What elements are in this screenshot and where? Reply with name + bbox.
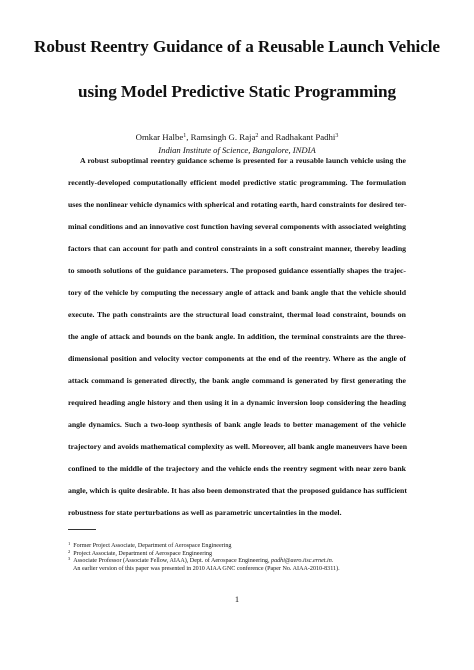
author-mark: 3 xyxy=(335,133,339,139)
abstract-line: confined to the middle of the trajectory and the vehicle ends the reentry segment with near zero bank xyxy=(68,464,406,473)
author-name: Radhakant Padhi xyxy=(275,132,336,142)
author-separator: , xyxy=(186,132,191,142)
footnote-mark: 3 xyxy=(68,556,71,562)
author-and: and xyxy=(258,132,276,142)
abstract-line: minal conditions and an innovative cost function having several components with associated weighting xyxy=(68,222,406,231)
abstract-line: execute. The path constraints are the structural load constraint, thermal load constraint, bounds on xyxy=(68,310,406,319)
footnote-text: Project Associate, Department of Aerospace Engineering xyxy=(73,550,213,557)
abstract-line: to smooth solutions of the guidance parameters. The proposed guidance essentially shapes the trajec- xyxy=(68,266,406,275)
abstract-line: recently-developed computationally efficient model predictive static programming. The formulation xyxy=(68,178,406,187)
author-mark: 2 xyxy=(255,133,259,139)
author-name: Ramsingh G. Raja xyxy=(190,132,256,142)
paper-title-line-1: Robust Reentry Guidance of a Reusable Launch Vehicle xyxy=(34,37,440,56)
footnote-email: padhi@aero.iisc.ernet.in xyxy=(271,558,332,565)
footnote-text: . xyxy=(331,558,334,565)
footnote-1 xyxy=(68,543,408,551)
abstract-line: required heading angle history and then using it in a dynamic inversion loop considering the heading xyxy=(68,398,406,407)
abstract-line: uses the nonlinear vehicle dynamics with spherical and rotating earth, hard constraints for desired ter- xyxy=(68,200,407,209)
author-mark: 1 xyxy=(183,133,187,139)
abstract-line: A robust suboptimal reentry guidance scheme is presented for a reusable launch vehicle using the xyxy=(80,156,406,165)
footnote-3 xyxy=(68,558,408,566)
abstract-line: trajectory and avoids mathematical complexity as well. Moreover, all bank angle maneuvers have been xyxy=(68,442,408,451)
footnote-mark: 1 xyxy=(68,541,71,546)
abstract-line: angle dynamics. Such a two-loop synthesis of bank angle leads to better management of the vehicle xyxy=(68,420,406,429)
abstract-line: angle, which is quite desirable. It has also been demonstrated that the proposed guidance has sufficient xyxy=(68,486,407,495)
footnote-earlier-version: An earlier version of this paper was presented in 2010 AIAA GNC conference (Paper No. AIAA-2010-8311). xyxy=(73,565,340,572)
abstract-line: tory of the vehicle by computing the necessary angle of attack and bank angle that the vehicle should xyxy=(68,288,406,297)
author-name: Omkar Halbe xyxy=(135,132,184,142)
footnote-text: Associate Professor (Associate Fellow, AIAA), Dept. of Aerospace Engineering, xyxy=(73,558,272,565)
abstract-line: the angle of attack and bounds on the bank angle. In addition, the terminal constraints are the three- xyxy=(68,332,406,341)
footnotes xyxy=(68,543,408,573)
footnote-rule xyxy=(68,529,96,530)
footnote-text: Former Project Associate, Department of Aerospace Engineering xyxy=(73,543,232,549)
author-list xyxy=(0,132,474,142)
abstract-line: dimensional position and velocity vector components at the end of the reentry. Where as the angle of xyxy=(68,354,406,363)
abstract-line: factors that can account for path and control constraints in a soft constraint manner, thereby leading xyxy=(68,244,406,253)
paper-title-line-2: using Model Predictive Static Programming xyxy=(78,82,396,101)
page-number: 1 xyxy=(234,594,240,604)
author-affiliation: Indian Institute of Science, Bangalore, INDIA xyxy=(158,145,316,155)
abstract-line: robustness for state perturbations as well as parametric uncertainties in the model. xyxy=(68,508,342,517)
abstract-line: attack command is generated directly, the bank angle command is generated by first generating the xyxy=(68,376,406,385)
footnote-mark: 2 xyxy=(68,548,71,554)
